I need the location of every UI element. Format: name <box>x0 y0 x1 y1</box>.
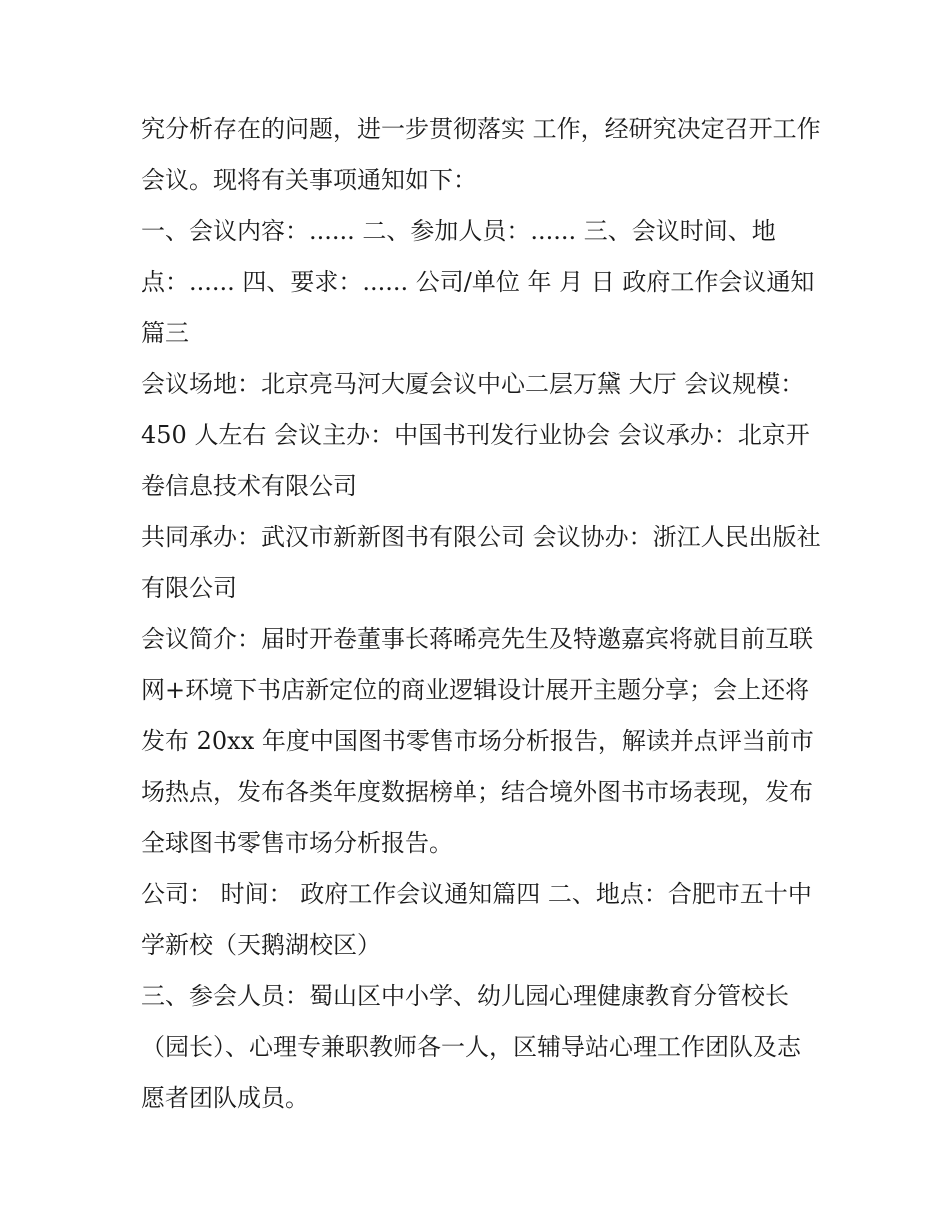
document-body <box>141 104 821 1124</box>
paragraph-location: 公司： 时间： 政府工作会议通知篇四 二、地点：合肥市五十中学新校（天鹅湖校区） <box>141 880 812 959</box>
paragraph-attendees: 三、参会人员：蜀山区中小学、幼儿园心理健康教育分管校长（园长）、心理专兼职教师各一人，区辅导站心理工作团队及志愿者团队成员。 <box>141 982 801 1112</box>
paragraph-venue: 会议场地：北京亮马河大厦会议中心二层万黛 大厅 会议规模：450 人左右 会议主办：中国书刊发行业协会 会议承办：北京开卷信息技术有限公司 <box>141 370 810 500</box>
paragraph-meeting-intro: 究分析存在的问题，进一步贯彻落实 工作，经研究决定召开工作会议。现将有关事项通知如下： <box>141 115 821 194</box>
paragraph-co-organizers: 共同承办：武汉市新新图书有限公司 会议协办：浙江人民出版社有限公司 <box>141 523 821 602</box>
paragraph-meeting-items: 一、会议内容：...... 二、参加人员：...... 三、会议时间、地点：...... 四、要求：...... 公司/单位 年 月 日 政府工作会议通知篇三 <box>141 217 815 347</box>
paragraph-meeting-summary: 会议简介：届时开卷董事长蒋晞亮先生及特邀嘉宾将就目前互联网+环境下书店新定位的商业逻辑设计展开主题分享；会上还将发布 20xx 年度中国图书零售市场分析报告，解读并点评当前市场热点，发布各类年度数据榜单；结合境外图书市场表现，发布全球图书零售市场分析报告。 <box>141 625 814 857</box>
